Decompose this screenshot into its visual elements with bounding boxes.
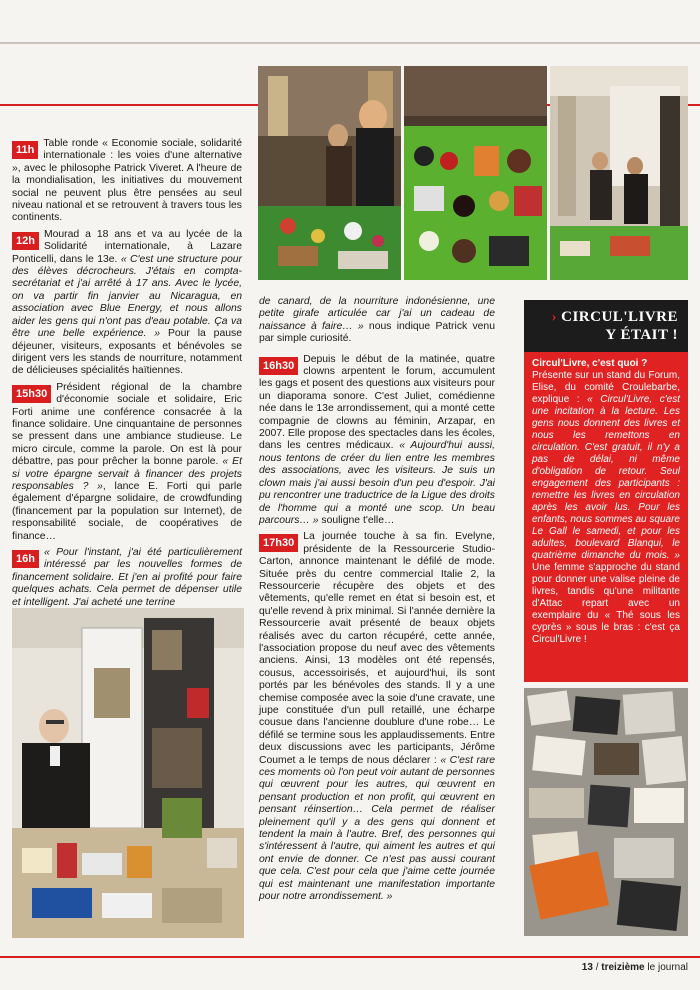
block-12h [12, 229, 242, 378]
block-text: nous indique Patrick venu par simple curiosité. [259, 320, 495, 345]
column-middle [259, 296, 495, 908]
block-text: Président régional de la chambre d'économie sociale et solidaire, Eric Forti anime une conférence consacrée à la finance solidaire. Une cinquantaine de personnes se pressent dans une ambiance studieuse. Le micro circule, comme la parole. On est là pour débattre, pas pour prêcher la bonne parole. [12, 381, 242, 468]
block-text: Mourad a 18 ans et va au lycée de la Solidarité internationale, à Lazare Ponticelli, dans le 13e. [12, 228, 242, 265]
time-tag: 16h [12, 550, 39, 568]
sidebar-text: Une femme s'approche du stand pour donner une valise pleine de livres, tandis qu'une militante d'Attac repart avec un exemplaire du « Thé sous les cyprès » sous le bras : c'est ça Circul'Livre ! [532, 562, 680, 645]
photo-hall-interior [550, 66, 688, 280]
time-tag: 11h [12, 141, 38, 159]
block-text: Pour la pause déjeuner, visiteurs, exposants et bénévoles se dirigent vers les stands de nourriture, notamment de délicieuses spécialités haïtiennes. [12, 328, 242, 377]
sidebar-title-line2: Y ÉTAIT ! [605, 327, 678, 343]
block-15h30 [12, 382, 242, 543]
chevron-right-icon: › [551, 309, 558, 325]
time-tag: 16h30 [259, 357, 298, 375]
sidebar-body [524, 352, 688, 652]
block-quote: « C'est une structure pour des élèves décrocheurs. J'étais en compta-secrétariat et j'ai arrêté à 17 ans. Avec le lycée, on va partir fin janvier au Nicaragua, en association avec Blue Energy, et nous allons aider les gens qui n'ont pas d'eau potable. Ça va être une belle expérience. » [12, 253, 242, 340]
block-text: La journée touche à sa fin. Evelyne, présidente de la Ressourcerie Studio-Carton, annonce maintenant le défilé de mode. Située près du centre commercial Italie 2, la Ressourcerie récupère des objets et des vêtements, qu'elle remet en état si besoin est, et qu'elle revend à prix minimal. Si l'année dernière la Ressourcerie avait présenté de beaux objets réalisés avec du carton récupéré, cette année, l'association propose du neuf avec des vêtements anciens. Ainsi, 13 modèles ont été repensés, cousus, accessoirisés, et aujourd'hui, ils sont portés par les bénévoles des stands. Il y a une chemise composée avec la soie d'une cravate, une jupe constituée d'un pull retaillé, une écharpe cousue dans l'ancienne doublure d'une robe… Le défilé se termine sous les applaudissements. Entre deux discussions avec les participants, Jérôme Coumet a le temps de nous déclarer : [259, 531, 495, 766]
block-quote: « Aujourd'hui aussi, nous tentons de créer du lien entre les membres des associations, avec les visiteurs. Je suis un clown mais j'ai aussi besoin d'un peu d'espoir. J'ai pu rencontrer une traductrice de la Ligue des droits de l'homme qui a monté une scop. Un beau parcours… » [259, 440, 495, 526]
block-quote: « Pour l'instant, j'ai été particulièrement intéressé par les nouvelles formes de financement solidaire. Et j'en ai profité pour faire quelques achats. Cela permet de dépenser utile et intelligent. J'ai acheté une terrine [12, 547, 242, 608]
sidebar-question: Circul'Livre, c'est quoi ? [532, 358, 648, 369]
photo-books-pile [524, 688, 688, 936]
magazine-name: treizième [601, 962, 645, 973]
magazine-suffix: le journal [647, 962, 688, 973]
page-footer [582, 962, 688, 973]
block-text: Table ronde « Economie sociale, solidarité internationale : les voies d'une alternative », avec le philosophe Patrick Viveret. A l'heure de la mondialisation, les initiatives du mouvement social ne peuvent plus être pensées au seul niveau national et se retrouvent à travers tous les continents. [12, 138, 242, 224]
block-quote: « Et si votre épargne servait à financer des projets responsables ? » [12, 456, 242, 492]
block-text: , lance E. Forti qui parle également d'épargne solidaire, de crowdfunding (financement par la population sur Internet), de responsabilité sociale, de coopératives de finance… [12, 480, 242, 542]
photo-visitors-stand [258, 66, 401, 280]
sidebar-quote: « Circul'Livre, c'est une incitation à la lecture. Les gens nous donnent des livres et nous les remettons en circulation. C'est gratuit, il n'y a pas de délai, ni même d'obligation de retour. Seul engagement des participants : remettre les livres en circulation après les avoir lus. Pour les enfants, nous sommes au square Le Gall le samedi, et pour les adultes, boulevard Blanqui, le quatrième dimanche du mois. » [532, 394, 680, 561]
block-16h [12, 547, 242, 609]
block-16h30 [259, 354, 495, 528]
column-left [12, 138, 242, 613]
photo-exhibitor-stand [12, 608, 244, 938]
photo-crafts-table [404, 66, 547, 280]
footer-separator: / [595, 962, 599, 973]
block-quote: « C'est rare ces moments où l'on peut voir autant de personnes qui œuvrent pour les autres, qui œuvrent en pensant production et non profit, qui œuvrent en pensant réinsertion… Cela permet de réaliser pleinement qu'il y a des gens qui donnent et tendent la main à l'autre. Bref, des personnes qui s'intéressent à l'autre, qui aiment les autres et qui ont envie de donner. Ce n'est pas aussi courant que cela. C'est pour cela que j'aime cette journée qui est maintenant une manifestation importante pour notre arrondissement. » [259, 754, 495, 903]
top-rule [0, 42, 700, 44]
page-number: 13 [581, 962, 593, 973]
sidebar-title-line1: CIRCUL'LIVRE [561, 309, 678, 325]
sidebar-circul-livre [524, 300, 688, 682]
time-tag: 12h [12, 232, 39, 250]
block-text: Depuis le début de la matinée, quatre clowns arpentent le forum, accumulent les gags et posent des questions aux visiteurs pour un diaporama sonore. C'est Juliet, comédienne née dans le 13e arrondissement, qui a monté cette compagnie de clowns au féminin, Arzapar, en 2007. Elle propose des spectacles dans les écoles, dans les centres médicaux. [259, 353, 495, 452]
block-text: souligne t'elle… [318, 514, 395, 526]
red-rule-left [0, 104, 258, 106]
block-16h-continued [259, 296, 495, 346]
block-11h [12, 138, 242, 225]
block-quote: de canard, de la nourriture indonésienne, une petite girafe articulée car j'ai un cadeau de naissance à faire… » [259, 296, 495, 332]
sidebar-title [524, 300, 688, 352]
red-rule-bottom [0, 956, 700, 958]
time-tag: 17h30 [259, 534, 298, 552]
sidebar-text: Présente sur un stand du Forum, Elise, du comité Croulebarbe, explique : [532, 370, 680, 405]
block-17h30 [259, 531, 495, 903]
time-tag: 15h30 [12, 385, 51, 403]
